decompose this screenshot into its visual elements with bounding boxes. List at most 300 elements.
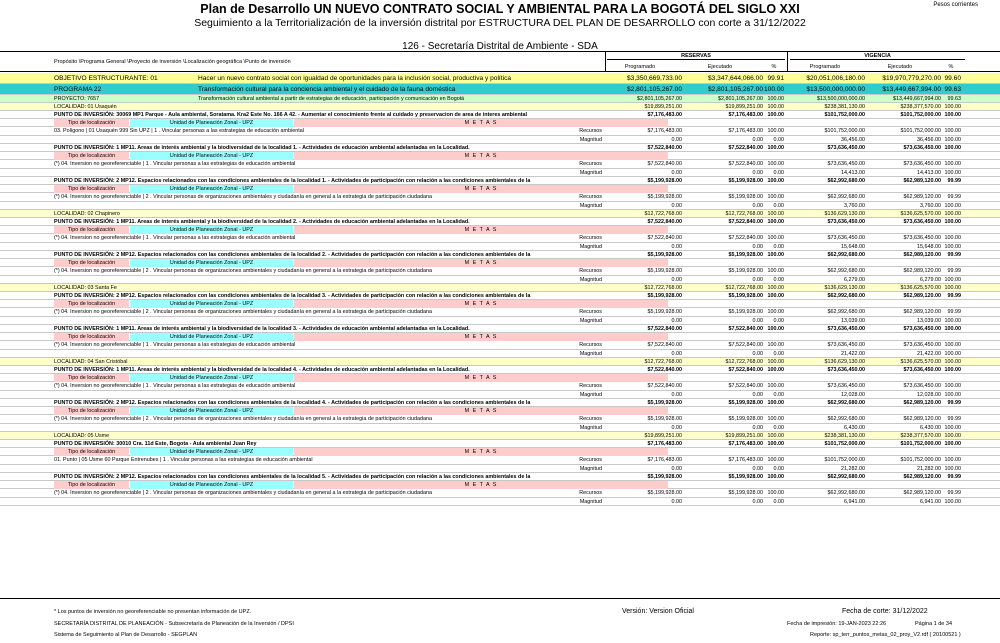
amount-cell: 100.00	[944, 137, 961, 143]
meta-header-row	[0, 300, 1000, 308]
amount-cell: 13,039.00	[841, 318, 865, 324]
amount-cell: $7,522,840.00	[647, 383, 682, 389]
amount-cell: 100.00	[944, 433, 961, 439]
proyecto-row-label: PROYECTO: 7657	[54, 96, 100, 102]
tipo-localizacion-header: Tipo de localización	[54, 300, 129, 308]
amount-cell: 100.00	[767, 474, 784, 480]
amount-cell: $5,199,928.00	[647, 474, 682, 480]
amount-cell: 100.00	[764, 86, 785, 93]
amount-cell: $3,347,644,066.00	[707, 75, 763, 82]
amount-cell: $101,752,000.00	[900, 441, 941, 447]
punto-inversion-row-text: PUNTO DE INVERSIÓN: 30069 MP1 Parque - Aula ambiental, Soratama. Kra2 Este No. 166 A 42. - Aumentar el conocimiento frente al cuidado y preservacion de area de interes ambiental	[54, 112, 528, 118]
amount-cell: $2,801,105,267.00	[718, 96, 763, 102]
amount-cell: $73,636,450.00	[903, 235, 941, 241]
amount-cell: 12,028.00	[917, 392, 941, 398]
punto-inversion-row	[0, 111, 1000, 119]
amount-cell: $7,176,483.00	[728, 457, 763, 463]
amount-cell: $7,176,483.00	[647, 441, 682, 447]
meta-recursos-row	[0, 456, 1000, 465]
amount-cell: 100.00	[944, 318, 961, 324]
punto-inversion-row	[0, 473, 1000, 481]
amount-cell: $238,381,130.00	[824, 104, 865, 110]
amount-cell: $13,449,667,994.00	[893, 96, 941, 102]
upz-header: Unidad de Planeación Zonal - UPZ	[130, 374, 293, 382]
amount-cell: $62,989,120.00	[903, 194, 941, 200]
amount-cell: 100.00	[944, 285, 961, 291]
amount-cell: $5,199,928.00	[728, 194, 763, 200]
footer-fecha-corte: Fecha de corte: 31/12/2022	[842, 608, 928, 615]
footer-fecha-impresion: Fecha de impresión: 19-JAN-2023 22:26	[787, 621, 887, 627]
amount-cell: 100.00	[944, 161, 961, 167]
amount-cell: 100.00	[767, 441, 784, 447]
programado-header: Programado	[809, 64, 841, 70]
amount-cell: $7,522,840.00	[728, 235, 763, 241]
tipo-localizacion-header: Tipo de localización	[54, 374, 129, 382]
amount-cell: $62,992,680.00	[827, 268, 865, 274]
amount-cell: 99.99	[947, 416, 961, 422]
pct-header: %	[948, 64, 954, 70]
amount-cell: $238,377,570.00	[900, 433, 941, 439]
amount-cell: 0.00	[671, 137, 682, 143]
magnitud-label: Magnitud	[579, 318, 602, 324]
amount-cell: 100.00	[767, 128, 784, 134]
amount-cell: $7,522,840.00	[728, 367, 763, 373]
amount-cell: 100.00	[767, 178, 784, 184]
amount-cell: 100.00	[944, 383, 961, 389]
amount-cell: $2,801,105,267.00	[637, 96, 682, 102]
amount-cell: 99.60	[944, 75, 961, 82]
amount-cell: 36,456.00	[917, 137, 941, 143]
amount-cell: 100.00	[944, 170, 961, 176]
ejecutado-header: Ejecutado	[887, 64, 913, 70]
meta-recursos-row-text: (*) 04. Inversion no georeferenciable | 1 . Vincular personas a las estrategias de educación ambiental	[54, 383, 296, 389]
amount-cell: 99.99	[947, 474, 961, 480]
amount-cell: $12,722,768.00	[725, 359, 763, 365]
meta-recursos-row-text: (*) 04. Inversion no georeferenciable | 2 . Vincular personas de organizaciones ambientales y ciudadanía en general a la estrategia de participación ciudadana	[54, 309, 432, 315]
meta-recursos-row	[0, 341, 1000, 350]
amount-cell: $13,449,667,994.00	[882, 86, 941, 93]
recursos-label: Recursos	[579, 342, 602, 348]
metas-header: M E T A S	[294, 448, 668, 456]
amount-cell: 99.99	[947, 309, 961, 315]
localidad-row	[0, 358, 1000, 366]
amount-cell: 100.00	[767, 416, 784, 422]
amount-cell: $62,989,120.00	[903, 178, 941, 184]
amount-cell: 100.00	[767, 211, 784, 217]
localidad-row	[0, 103, 1000, 111]
amount-cell: $73,636,450.00	[827, 326, 865, 332]
amount-cell: $62,989,120.00	[903, 474, 941, 480]
amount-cell: 100.00	[944, 367, 961, 373]
amount-cell: 0.00	[752, 318, 763, 324]
metas-header: M E T A S	[294, 407, 668, 415]
recursos-label: Recursos	[579, 194, 602, 200]
localidad-row-text: LOCALIDAD: 04 San Cristóbal	[54, 359, 128, 365]
amount-cell: $62,992,680.00	[827, 400, 865, 406]
amount-cell: $19,899,251.00	[725, 104, 763, 110]
upz-header: Unidad de Planeación Zonal - UPZ	[130, 407, 293, 415]
amount-cell: $5,199,928.00	[647, 293, 682, 299]
amount-cell: $73,636,450.00	[903, 219, 941, 225]
amount-cell: 0.00	[773, 170, 784, 176]
tipo-localizacion-header: Tipo de localización	[54, 259, 129, 267]
amount-cell: $19,899,251.00	[644, 104, 682, 110]
amount-cell: $7,522,840.00	[647, 367, 682, 373]
amount-cell: $5,199,928.00	[728, 252, 763, 258]
amount-cell: $62,989,120.00	[903, 400, 941, 406]
punto-inversion-row	[0, 292, 1000, 300]
metas-header: M E T A S	[294, 226, 668, 234]
tipo-localizacion-header: Tipo de localización	[54, 333, 129, 341]
amount-cell: 100.00	[767, 367, 784, 373]
recursos-label: Recursos	[579, 268, 602, 274]
amount-cell: $7,522,840.00	[728, 342, 763, 348]
amount-cell: $5,199,928.00	[647, 309, 682, 315]
amount-cell: 100.00	[944, 219, 961, 225]
programa-row	[0, 84, 1000, 95]
amount-cell: 100.00	[767, 383, 784, 389]
amount-cell: 100.00	[767, 342, 784, 348]
currency-note: Pesos corrientes	[933, 2, 978, 8]
recursos-label: Recursos	[579, 309, 602, 315]
amount-cell: $7,176,483.00	[728, 441, 763, 447]
upz-header: Unidad de Planeación Zonal - UPZ	[130, 185, 293, 193]
upz-header: Unidad de Planeación Zonal - UPZ	[130, 333, 293, 341]
amount-cell: 6,279.00	[844, 277, 865, 283]
amount-cell: $5,199,928.00	[728, 309, 763, 315]
amount-cell: 6,430.00	[844, 425, 865, 431]
punto-inversion-row-text: PUNTO DE INVERSIÓN: 2 MP12. Espacios relacionados con las condiciones ambientales de la localidad 3. - Actividades de participación con relación a las condiciones ambientales de la	[54, 293, 531, 299]
amount-cell: $19,899,251.00	[644, 433, 682, 439]
amount-cell: 0.00	[671, 425, 682, 431]
punto-inversion-row	[0, 366, 1000, 374]
amount-cell: 21,422.00	[917, 351, 941, 357]
meta-magnitud-row	[0, 317, 1000, 325]
amount-cell: 0.00	[671, 277, 682, 283]
amount-cell: 0.00	[773, 499, 784, 505]
punto-inversion-row-text: PUNTO DE INVERSIÓN: 2 MP12. Espacios relacionados con las condiciones ambientales de la localidad 1. - Actividades de participación con relación a las condiciones ambientales de la	[54, 178, 531, 184]
amount-cell: 0.00	[671, 392, 682, 398]
tipo-localizacion-header: Tipo de localización	[54, 152, 129, 160]
amount-cell: $5,199,928.00	[728, 268, 763, 274]
footer-version: Versión: Version Oficial	[622, 608, 694, 615]
amount-cell: 0.00	[671, 203, 682, 209]
amount-cell: $101,752,000.00	[824, 457, 865, 463]
metas-header: M E T A S	[294, 333, 668, 341]
hierarchy-path-label: Propósito \Programa General \Proyecto de inversión \Localización geográfica \Punto de inversión	[54, 59, 291, 65]
meta-header-row	[0, 185, 1000, 193]
localidad-row-text: LOCALIDAD: 01 Usaquén	[54, 104, 117, 110]
amount-cell: $13,500,000,000.00	[817, 96, 865, 102]
magnitud-label: Magnitud	[579, 137, 602, 143]
amount-cell: 100.00	[767, 490, 784, 496]
amount-cell: 6,430.00	[920, 425, 941, 431]
amount-cell: $7,176,483.00	[728, 112, 763, 118]
amount-cell: $73,636,450.00	[903, 383, 941, 389]
recursos-label: Recursos	[579, 383, 602, 389]
amount-cell: $7,522,840.00	[647, 326, 682, 332]
metas-header: M E T A S	[294, 374, 668, 382]
meta-magnitud-row	[0, 424, 1000, 432]
amount-cell: 100.00	[944, 104, 961, 110]
amount-cell: 14,413.00	[917, 170, 941, 176]
punto-inversion-row-text: PUNTO DE INVERSIÓN: 2 MP12. Espacios relacionados con las condiciones ambientales de la localidad 2. - Actividades de participación con relación a las condiciones ambientales de la	[54, 252, 531, 258]
footer-sistema: Sistema de Seguimiento al Plan de Desarrollo - SEGPLAN	[54, 632, 198, 638]
amount-cell: 100.00	[767, 285, 784, 291]
amount-cell: 99.99	[947, 178, 961, 184]
column-divider	[605, 52, 606, 72]
amount-cell: $62,992,680.00	[827, 490, 865, 496]
amount-cell: $73,636,450.00	[827, 235, 865, 241]
amount-cell: $101,752,000.00	[824, 128, 865, 134]
amount-cell: $62,989,120.00	[903, 490, 941, 496]
amount-cell: $5,199,928.00	[728, 293, 763, 299]
amount-cell: $62,992,680.00	[827, 252, 865, 258]
amount-cell: 0.00	[752, 392, 763, 398]
amount-cell: $13,500,000,000.00	[806, 86, 865, 93]
punto-inversion-row	[0, 399, 1000, 407]
amount-cell: $62,992,680.00	[827, 474, 865, 480]
objetivo-row-label: OBJETIVO ESTRUCTURANTE: 01	[54, 75, 158, 82]
amount-cell: 100.00	[767, 194, 784, 200]
meta-header-row	[0, 407, 1000, 415]
amount-cell: $7,522,840.00	[728, 383, 763, 389]
amount-cell: 100.00	[944, 466, 961, 472]
amount-cell: 100.00	[767, 145, 784, 151]
upz-header: Unidad de Planeación Zonal - UPZ	[130, 226, 293, 234]
amount-cell: 100.00	[944, 441, 961, 447]
amount-cell: 100.00	[944, 128, 961, 134]
amount-cell: 0.00	[773, 425, 784, 431]
amount-cell: 0.00	[752, 170, 763, 176]
amount-cell: 100.00	[944, 203, 961, 209]
column-divider	[787, 52, 788, 72]
amount-cell: 0.00	[671, 244, 682, 250]
amount-cell: 100.00	[944, 499, 961, 505]
meta-recursos-row	[0, 415, 1000, 424]
amount-cell: $73,636,450.00	[827, 145, 865, 151]
amount-cell: 100.00	[944, 342, 961, 348]
amount-cell: $5,199,928.00	[728, 400, 763, 406]
proyecto-row	[0, 95, 1000, 103]
amount-cell: $62,992,680.00	[827, 194, 865, 200]
recursos-label: Recursos	[579, 416, 602, 422]
meta-recursos-row	[0, 382, 1000, 391]
amount-cell: $238,377,570.00	[900, 104, 941, 110]
meta-recursos-row-text: 01. Punto | 05 Usme 60 Parque Entrenubes | 1 . Vincular personas a las estrategias de educación ambiental	[54, 457, 313, 463]
localidad-row	[0, 284, 1000, 292]
amount-cell: 0.00	[773, 392, 784, 398]
meta-recursos-row-text: (*) 04. Inversion no georeferenciable | 1 . Vincular personas a las estrategias de educación ambiental	[54, 342, 296, 348]
localidad-row	[0, 432, 1000, 440]
amount-cell: $101,752,000.00	[824, 112, 865, 118]
amount-cell: 6,279.00	[920, 277, 941, 283]
punto-inversion-row-text: PUNTO DE INVERSIÓN: 30010 Cra. 11d Este, Bogota - Aula ambiental Juan Rey	[54, 441, 257, 447]
meta-header-row	[0, 226, 1000, 234]
amount-cell: 99.99	[947, 194, 961, 200]
punto-inversion-row	[0, 440, 1000, 448]
amount-cell: 21,282.00	[841, 466, 865, 472]
meta-recursos-row	[0, 267, 1000, 276]
column-header	[0, 52, 1000, 72]
amount-cell: 36,456.00	[841, 137, 865, 143]
amount-cell: $2,801,105,267.00	[707, 86, 763, 93]
magnitud-label: Magnitud	[579, 170, 602, 176]
amount-cell: 6,941.00	[920, 499, 941, 505]
objetivo-row-text: Hacer un nuevo contrato social con igualdad de oportunidades para la inclusión social, productiva y política	[198, 75, 512, 82]
localidad-row	[0, 210, 1000, 218]
amount-cell: $5,199,928.00	[647, 252, 682, 258]
magnitud-label: Magnitud	[579, 499, 602, 505]
upz-header: Unidad de Planeación Zonal - UPZ	[130, 448, 293, 456]
amount-cell: 3,760.00	[844, 203, 865, 209]
amount-cell: 99.99	[947, 400, 961, 406]
meta-magnitud-row	[0, 276, 1000, 284]
amount-cell: 21,282.00	[917, 466, 941, 472]
meta-magnitud-row	[0, 202, 1000, 210]
punto-inversion-row-text: PUNTO DE INVERSIÓN: 2 MP12. Espacios relacionados con las condiciones ambientales de la localidad 4. - Actividades de participación con relación a las condiciones ambientales de la	[54, 400, 531, 406]
meta-recursos-row	[0, 234, 1000, 243]
punto-inversion-row-text: PUNTO DE INVERSIÓN: 1 MP11. Areas de interés ambiental y la biodiversidad de la localidad 4. - Actividades de educación ambiental adelantadas en la Localidad.	[54, 367, 470, 373]
amount-cell: $5,199,928.00	[647, 416, 682, 422]
punto-inversion-row-text: PUNTO DE INVERSIÓN: 2 MP12. Espacios relacionados con las condiciones ambientales de la localidad 5. - Actividades de participación con relación a las condiciones ambientales de la	[54, 474, 531, 480]
reservas-header: RESERVAS	[607, 53, 785, 60]
amount-cell: $7,522,840.00	[728, 326, 763, 332]
amount-cell: $5,199,928.00	[647, 194, 682, 200]
amount-cell: $62,989,120.00	[903, 268, 941, 274]
amount-cell: $7,176,483.00	[647, 112, 682, 118]
amount-cell: $7,522,840.00	[728, 161, 763, 167]
programa-row-text: Transformación cultural para la conciencia ambiental y el cuidado de la fauna doméstica	[198, 86, 456, 93]
punto-inversion-row	[0, 251, 1000, 259]
amount-cell: $73,636,450.00	[827, 219, 865, 225]
amount-cell: $62,992,680.00	[827, 416, 865, 422]
amount-cell: 100.00	[944, 112, 961, 118]
amount-cell: $62,992,680.00	[827, 178, 865, 184]
amount-cell: 100.00	[944, 235, 961, 241]
amount-cell: 0.00	[752, 466, 763, 472]
punto-inversion-row	[0, 325, 1000, 333]
recursos-label: Recursos	[579, 235, 602, 241]
meta-magnitud-row	[0, 243, 1000, 251]
amount-cell: $5,199,928.00	[728, 490, 763, 496]
meta-magnitud-row	[0, 391, 1000, 399]
amount-cell: 100.00	[767, 309, 784, 315]
amount-cell: $5,199,928.00	[647, 268, 682, 274]
amount-cell: $5,199,928.00	[728, 416, 763, 422]
amount-cell: 100.00	[944, 359, 961, 365]
amount-cell: $19,970,779,270.00	[882, 75, 941, 82]
amount-cell: 15,648.00	[917, 244, 941, 250]
meta-header-row	[0, 481, 1000, 489]
amount-cell: $73,636,450.00	[903, 161, 941, 167]
amount-cell: $5,199,928.00	[728, 474, 763, 480]
amount-cell: 100.00	[944, 145, 961, 151]
amount-cell: 100.00	[944, 326, 961, 332]
meta-recursos-row-text: (*) 04. Inversion no georeferenciable | 2 . Vincular personas de organizaciones ambientales y ciudadanía en general a la estrategia de participación ciudadana	[54, 490, 432, 496]
amount-cell: 99.99	[947, 293, 961, 299]
punto-inversion-row-text: PUNTO DE INVERSIÓN: 1 MP11. Areas de interés ambiental y la biodiversidad de la localidad 1. - Actividades de educación ambiental adelantadas en la Localidad.	[54, 145, 470, 151]
meta-recursos-row-text: (*) 04. Inversion no georeferenciable | 2 . Vincular personas de organizaciones ambientales y ciudadanía en general a la estrategia de participación ciudadana	[54, 194, 432, 200]
tipo-localizacion-header: Tipo de localización	[54, 407, 129, 415]
amount-cell: $7,522,840.00	[647, 219, 682, 225]
meta-magnitud-row	[0, 498, 1000, 506]
meta-header-row	[0, 374, 1000, 382]
amount-cell: 100.00	[944, 351, 961, 357]
meta-recursos-row	[0, 160, 1000, 169]
amount-cell: $5,199,928.00	[728, 178, 763, 184]
amount-cell: $238,381,130.00	[824, 433, 865, 439]
amount-cell: $62,989,120.00	[903, 293, 941, 299]
amount-cell: 100.00	[944, 211, 961, 217]
amount-cell: 100.00	[767, 268, 784, 274]
amount-cell: $136,629,130.00	[824, 359, 865, 365]
amount-cell: 0.00	[773, 277, 784, 283]
amount-cell: 0.00	[671, 318, 682, 324]
amount-cell: 100.00	[767, 235, 784, 241]
amount-cell: 99.99	[947, 268, 961, 274]
amount-cell: $12,722,768.00	[725, 211, 763, 217]
tipo-localizacion-header: Tipo de localización	[54, 448, 129, 456]
amount-cell: $101,752,000.00	[900, 128, 941, 134]
metas-header: M E T A S	[294, 185, 668, 193]
amount-cell: 100.00	[767, 252, 784, 258]
localidad-row-text: LOCALIDAD: 03 Santa Fe	[54, 285, 117, 291]
entity-title: 126 - Secretaría Distrital de Ambiente - SDA	[402, 41, 598, 52]
amount-cell: 0.00	[671, 170, 682, 176]
footer-pagina: Página 1 de 34	[915, 621, 953, 627]
amount-cell: 100.00	[767, 326, 784, 332]
amount-cell: $136,625,570.00	[900, 359, 941, 365]
amount-cell: 100.00	[944, 457, 961, 463]
amount-cell: 6,941.00	[844, 499, 865, 505]
upz-header: Unidad de Planeación Zonal - UPZ	[130, 259, 293, 267]
amount-cell: $62,989,120.00	[903, 252, 941, 258]
amount-cell: $101,752,000.00	[900, 112, 941, 118]
amount-cell: 100.00	[944, 425, 961, 431]
amount-cell: $19,899,251.00	[725, 433, 763, 439]
footer-secretaria: SECRETARÍA DISTRITAL DE PLANEACIÓN - Subsecretaría de Planeación de la Inversión / DPSI	[54, 621, 294, 627]
amount-cell: $12,722,768.00	[644, 285, 682, 291]
tipo-localizacion-header: Tipo de localización	[54, 185, 129, 193]
meta-magnitud-row	[0, 465, 1000, 473]
amount-cell: 0.00	[773, 351, 784, 357]
amount-cell: $5,199,928.00	[647, 178, 682, 184]
meta-magnitud-row	[0, 169, 1000, 177]
amount-cell: 0.00	[752, 351, 763, 357]
report-header	[0, 0, 1000, 52]
amount-cell: 99.63	[944, 86, 961, 93]
amount-cell: 99.99	[947, 490, 961, 496]
magnitud-label: Magnitud	[579, 392, 602, 398]
amount-cell: 0.00	[773, 318, 784, 324]
amount-cell: 99.99	[947, 252, 961, 258]
meta-recursos-row	[0, 308, 1000, 317]
amount-cell: 0.00	[773, 203, 784, 209]
amount-cell: 100.00	[767, 219, 784, 225]
punto-inversion-row-text: PUNTO DE INVERSIÓN: 1 MP11. Areas de interés ambiental y la biodiversidad de la localidad 2. - Actividades de educación ambiental adelantadas en la Localidad.	[54, 219, 470, 225]
meta-magnitud-row	[0, 350, 1000, 358]
magnitud-label: Magnitud	[579, 244, 602, 250]
report-subtitle: Seguimiento a la Territorialización de la inversión distrital por ESTRUCTURA DEL PLAN DE DESARROLLO con corte a 31/12/2022	[194, 17, 806, 29]
amount-cell: 100.00	[767, 96, 784, 102]
amount-cell: $73,636,450.00	[827, 342, 865, 348]
amount-cell: $73,636,450.00	[827, 161, 865, 167]
amount-cell: $136,629,130.00	[824, 211, 865, 217]
amount-cell: $7,522,840.00	[647, 342, 682, 348]
meta-magnitud-row	[0, 136, 1000, 144]
amount-cell: 100.00	[944, 392, 961, 398]
